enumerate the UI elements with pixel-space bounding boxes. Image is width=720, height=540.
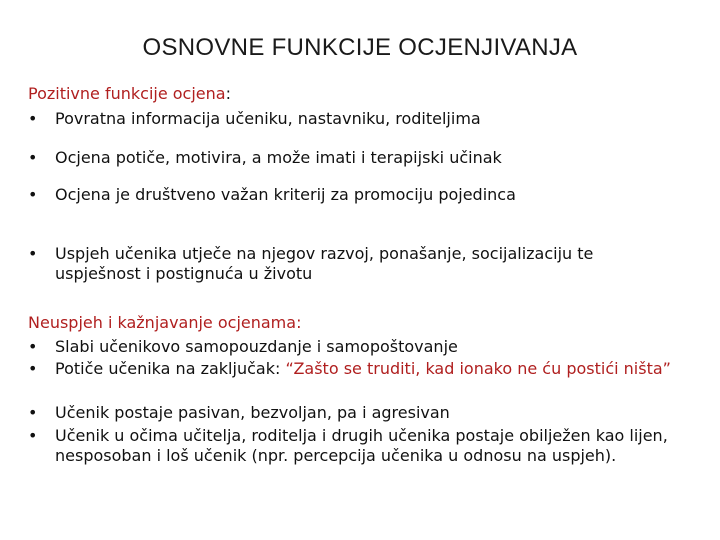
list-item xyxy=(28,337,693,357)
slide-title: OSNOVNE FUNKCIJE OCJENJIVANJA xyxy=(142,34,578,61)
list-item xyxy=(28,403,693,423)
bullet-icon: • xyxy=(28,109,38,128)
list-item-text: Povratna informacija učeniku, nastavniku, roditeljima xyxy=(55,109,481,128)
list-item-text: Ocjena je društveno važan kriterij za promociju pojedinca xyxy=(55,185,516,204)
list-item-text: Ocjena potiče, motivira, a može imati i terapijski učinak xyxy=(55,148,502,167)
bullet-icon: • xyxy=(28,337,38,356)
list-item xyxy=(28,359,703,379)
bullet-icon: • xyxy=(28,403,38,422)
bullet-icon: • xyxy=(28,359,38,378)
negative-heading: Neuspjeh i kažnjavanje ocjenama: xyxy=(28,313,302,332)
bullet-icon: • xyxy=(28,148,38,167)
positive-heading-colon: : xyxy=(225,84,231,103)
list-item-text xyxy=(28,359,703,379)
bullet-icon: • xyxy=(28,185,38,204)
bullet-icon: • xyxy=(28,244,38,263)
list-item xyxy=(28,185,628,205)
list-item-text: Učenik u očima učitelja, roditelja i drugih učenika postaje obilježen kao lijen, nesposoban i loš učenik (npr. percepcija učenika u odnosu na uspjeh). xyxy=(55,426,668,465)
list-item-text: Slabi učenikovo samopouzdanje i samopoštovanje xyxy=(55,337,458,356)
list-item xyxy=(28,426,703,466)
quote-text: “Zašto se truditi, kad ionako ne ću postići ništa” xyxy=(285,359,671,378)
list-item-text: Učenik postaje pasivan, bezvoljan, pa i agresivan xyxy=(55,403,450,422)
list-item-lead: Potiče učenika na zaključak: xyxy=(55,359,286,378)
positive-heading xyxy=(28,84,231,104)
list-item xyxy=(28,148,698,168)
list-item xyxy=(28,244,678,284)
list-item xyxy=(28,109,678,129)
bullet-icon: • xyxy=(28,426,38,445)
positive-heading-label: Pozitivne funkcije ocjena xyxy=(28,84,226,103)
list-item-text: Uspjeh učenika utječe na njegov razvoj, ponašanje, socijalizaciju te uspješnost i postignuća u životu xyxy=(55,244,594,283)
